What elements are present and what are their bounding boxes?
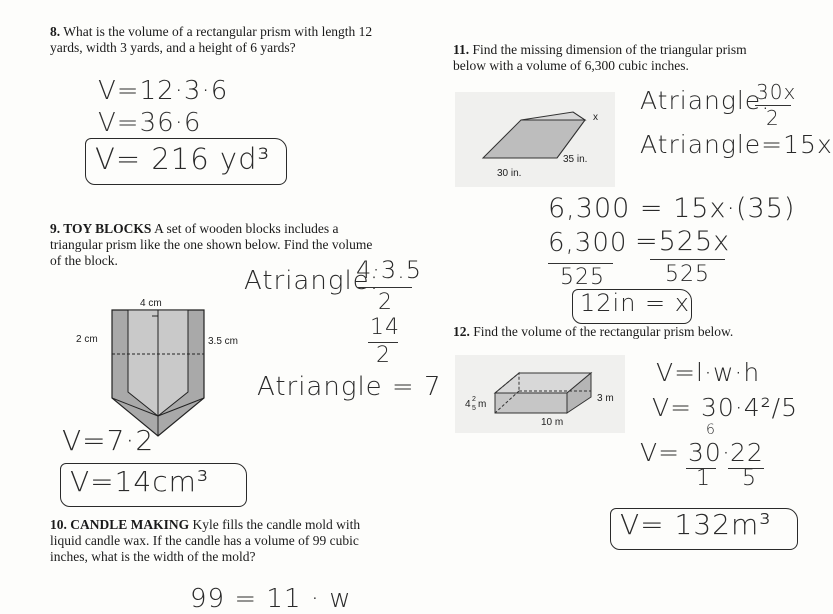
p12-work-line-3f: 5: [742, 466, 757, 491]
p12-work-line-3b: 30: [688, 438, 722, 467]
problem-8-number: 8.: [50, 24, 61, 39]
p12-work-line-2: V= 30·4²/5: [652, 393, 799, 422]
fig12-length-label: 10 m: [541, 417, 564, 428]
fig9-left-label: 2 cm: [76, 334, 98, 345]
fig11-base-label: 30 in.: [497, 168, 522, 179]
p12-answer: V= 132m³: [620, 508, 772, 541]
fig12-width-num: 2: [472, 396, 476, 403]
p12-cancel-mark: 6: [706, 422, 716, 438]
problem-10-text: Kyle fills the candle mold with liquid candle wax. If the candle has a volume of 99 cubic inches, what is the width of the mold?: [50, 517, 361, 564]
p8-answer: V= 216 yd³: [95, 142, 271, 176]
fig11-depth-label: 35 in.: [563, 154, 588, 165]
p11-frac-den: 2: [766, 106, 780, 130]
fig12-width-unit: m: [478, 399, 487, 410]
p12-work-line-3a: V=: [640, 438, 681, 467]
p12-work-line-1: V=l·w·h: [656, 358, 761, 387]
p11-area-label: Atriangle:: [640, 86, 771, 115]
p11-work-line-3a: 525: [560, 265, 605, 290]
p12-work-line-3e: 1: [696, 466, 711, 491]
problem-11-text: Find the missing dimension of the triangular prism below with a volume of 6,300 cubic inches.: [453, 42, 747, 73]
problem-9-number: 9. TOY BLOCKS: [50, 221, 152, 236]
figure-rectangular-prism-12: [455, 355, 625, 433]
p11-frac-num: 30x: [756, 80, 797, 104]
p8-work-line-1: V=12·3·6: [98, 76, 229, 106]
problem-12-text: Find the volume of the rectangular prism below.: [473, 324, 734, 339]
fig12-height-label: 3 m: [597, 393, 614, 404]
p9-work-line-1: V=7·2: [62, 424, 155, 457]
p9-frac2-den: 2: [376, 343, 391, 368]
problem-12: [453, 324, 783, 340]
p11-answer: 12in = x: [580, 289, 690, 317]
p11-work-line-2a: 6,300: [548, 228, 628, 258]
figure-triangular-prism-11: [455, 92, 615, 187]
p9-frac1-bar: [357, 287, 412, 288]
p11-work-line-3b: 525: [665, 262, 710, 287]
p11-area-result: Atriangle=15x: [640, 130, 833, 159]
problem-8: [50, 24, 380, 56]
fig12-width-den: 5: [472, 405, 476, 412]
p9-area-result: Atriangle = 7: [257, 372, 442, 402]
problem-10-number: 10. CANDLE MAKING: [50, 517, 190, 532]
fig12-width-whole: 4: [465, 399, 471, 410]
p8-work-line-2: V=36·6: [98, 108, 202, 138]
p11-work-line-1: 6,300 = 15x·(35): [548, 193, 796, 224]
p12-work-line-3c: ·: [722, 438, 731, 467]
problem-9: [50, 221, 380, 269]
problem-11-number: 11.: [453, 42, 470, 57]
problem-10: [50, 517, 380, 565]
fig11-x-label: x: [593, 112, 598, 123]
problem-12-number: 12.: [453, 324, 470, 339]
p9-frac1-den: 2: [378, 290, 393, 315]
problem-11: [453, 42, 753, 74]
p12-work-line-3d: 22: [730, 438, 764, 467]
fig9-right-label: 3.5 cm: [208, 336, 239, 347]
p9-frac2-num: 14: [370, 315, 400, 340]
p10-partial-work: 99 = 11 · w: [190, 584, 352, 614]
p11-div-bar-left: [548, 263, 613, 264]
p11-work-line-2b: =525x: [635, 226, 731, 257]
p9-answer: V=14cm³: [70, 465, 210, 498]
p9-frac1-num: 4·3.5: [356, 256, 423, 284]
problem-9-text: A set of wooden blocks includes a triangular prism like the one shown below. Find the volume of the block.: [50, 221, 373, 268]
p9-area-label: Atriangle:: [244, 266, 380, 296]
fig9-top-label: 4 cm: [140, 298, 162, 309]
problem-8-text: What is the volume of a rectangular prism with length 12 yards, width 3 yards, and a height of 6 yards?: [50, 24, 373, 55]
p11-div-bar-right: [650, 259, 725, 260]
